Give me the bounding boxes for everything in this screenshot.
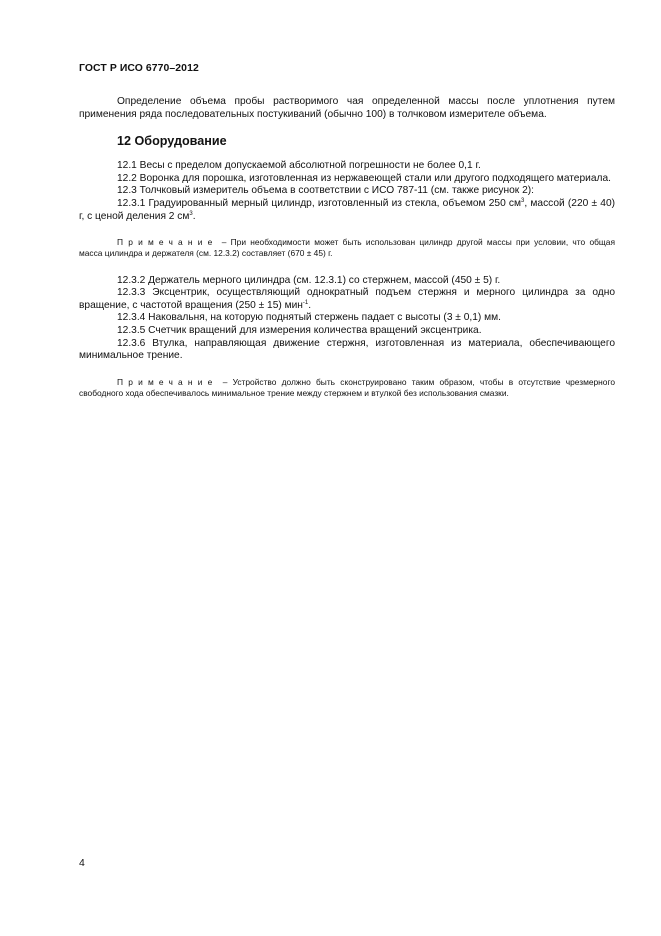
paragraph-12-3-1-text-b: , массой (220 ± 40) г, с ценой деления 2 см — [79, 197, 616, 222]
note-text: – При необходимости может быть использован цилиндр другой массы при условии, что общая масса цилиндра и держателя (см. 12.3.2) составляет (670 ± 45) г. — [79, 237, 615, 259]
paragraph-12-3-5: 12.3.5 Счетчик вращений для измерения количества вращений эксцентрика. — [117, 324, 482, 336]
page-body — [79, 96, 615, 399]
superscript: -1 — [302, 299, 309, 306]
paragraph-12-3-4: 12.3.4 Наковальня, на которую поднятый стержень падает с высоты (3 ± 0,1) мм. — [117, 312, 501, 324]
paragraph-12-3-1-text-c: . — [192, 210, 196, 222]
intro-paragraph: Определение объема пробы растворимого чая определенной массы после уплотнения путем применения ряда последовательных постукиваний (обычно 100) в толчковом измерителе объема. — [79, 96, 615, 120]
note-2 — [79, 377, 615, 399]
paragraph-12-3-2: 12.3.2 Держатель мерного цилиндра (см. 12.3.1) со стержнем, массой (450 ± 5) г. — [117, 274, 501, 286]
superscript: 3 — [189, 210, 193, 217]
superscript: 3 — [521, 197, 525, 204]
document-header: ГОСТ Р ИСО 6770–2012 — [79, 63, 199, 74]
paragraph-12-3: 12.3 Толчковый измеритель объема в соответствии с ИСО 787-11 (см. также рисунок 2): — [117, 185, 534, 197]
note-label: Примечание — [117, 237, 218, 248]
paragraph-12-3-1 — [79, 198, 615, 223]
paragraph-12-3-3-text-a: 12.3.3 Эксцентрик, осуществляющий однократный подъем стержня и мерного цилиндра за одно вращение, с частотой вращения (250 ± 15) мин — [79, 287, 615, 311]
paragraph-12-2: 12.2 Воронка для порошка, изготовленная из нержавеющей стали или другого подходящего материала. — [117, 172, 611, 184]
paragraph-12-1: 12.1 Весы с пределом допускаемой абсолютной погрешности не более 0,1 г. — [117, 160, 481, 172]
note-label: Примечание — [117, 376, 218, 387]
paragraph-12-3-6: 12.3.6 Втулка, направляющая движение стержня, изготовленная из материала, обеспечивающего минимальное трение. — [79, 337, 615, 362]
page-number: 4 — [79, 858, 85, 869]
paragraph-12-3-3 — [79, 287, 615, 312]
section-title: 12 Оборудование — [117, 134, 227, 149]
paragraph-12-3-3-text-b: . — [308, 299, 312, 311]
note-1 — [79, 237, 615, 259]
paragraph-12-3-1-text-a: 12.3.1 Градуированный мерный цилиндр, изготовленный из стекла, объемом 250 см — [117, 197, 522, 209]
note-text: – Устройство должно быть сконструировано таким образом, чтобы в отсутствие чрезмерного свободного хода обеспечивалось минимальное трение между стержнем и втулкой без использования смазки. — [79, 376, 615, 398]
